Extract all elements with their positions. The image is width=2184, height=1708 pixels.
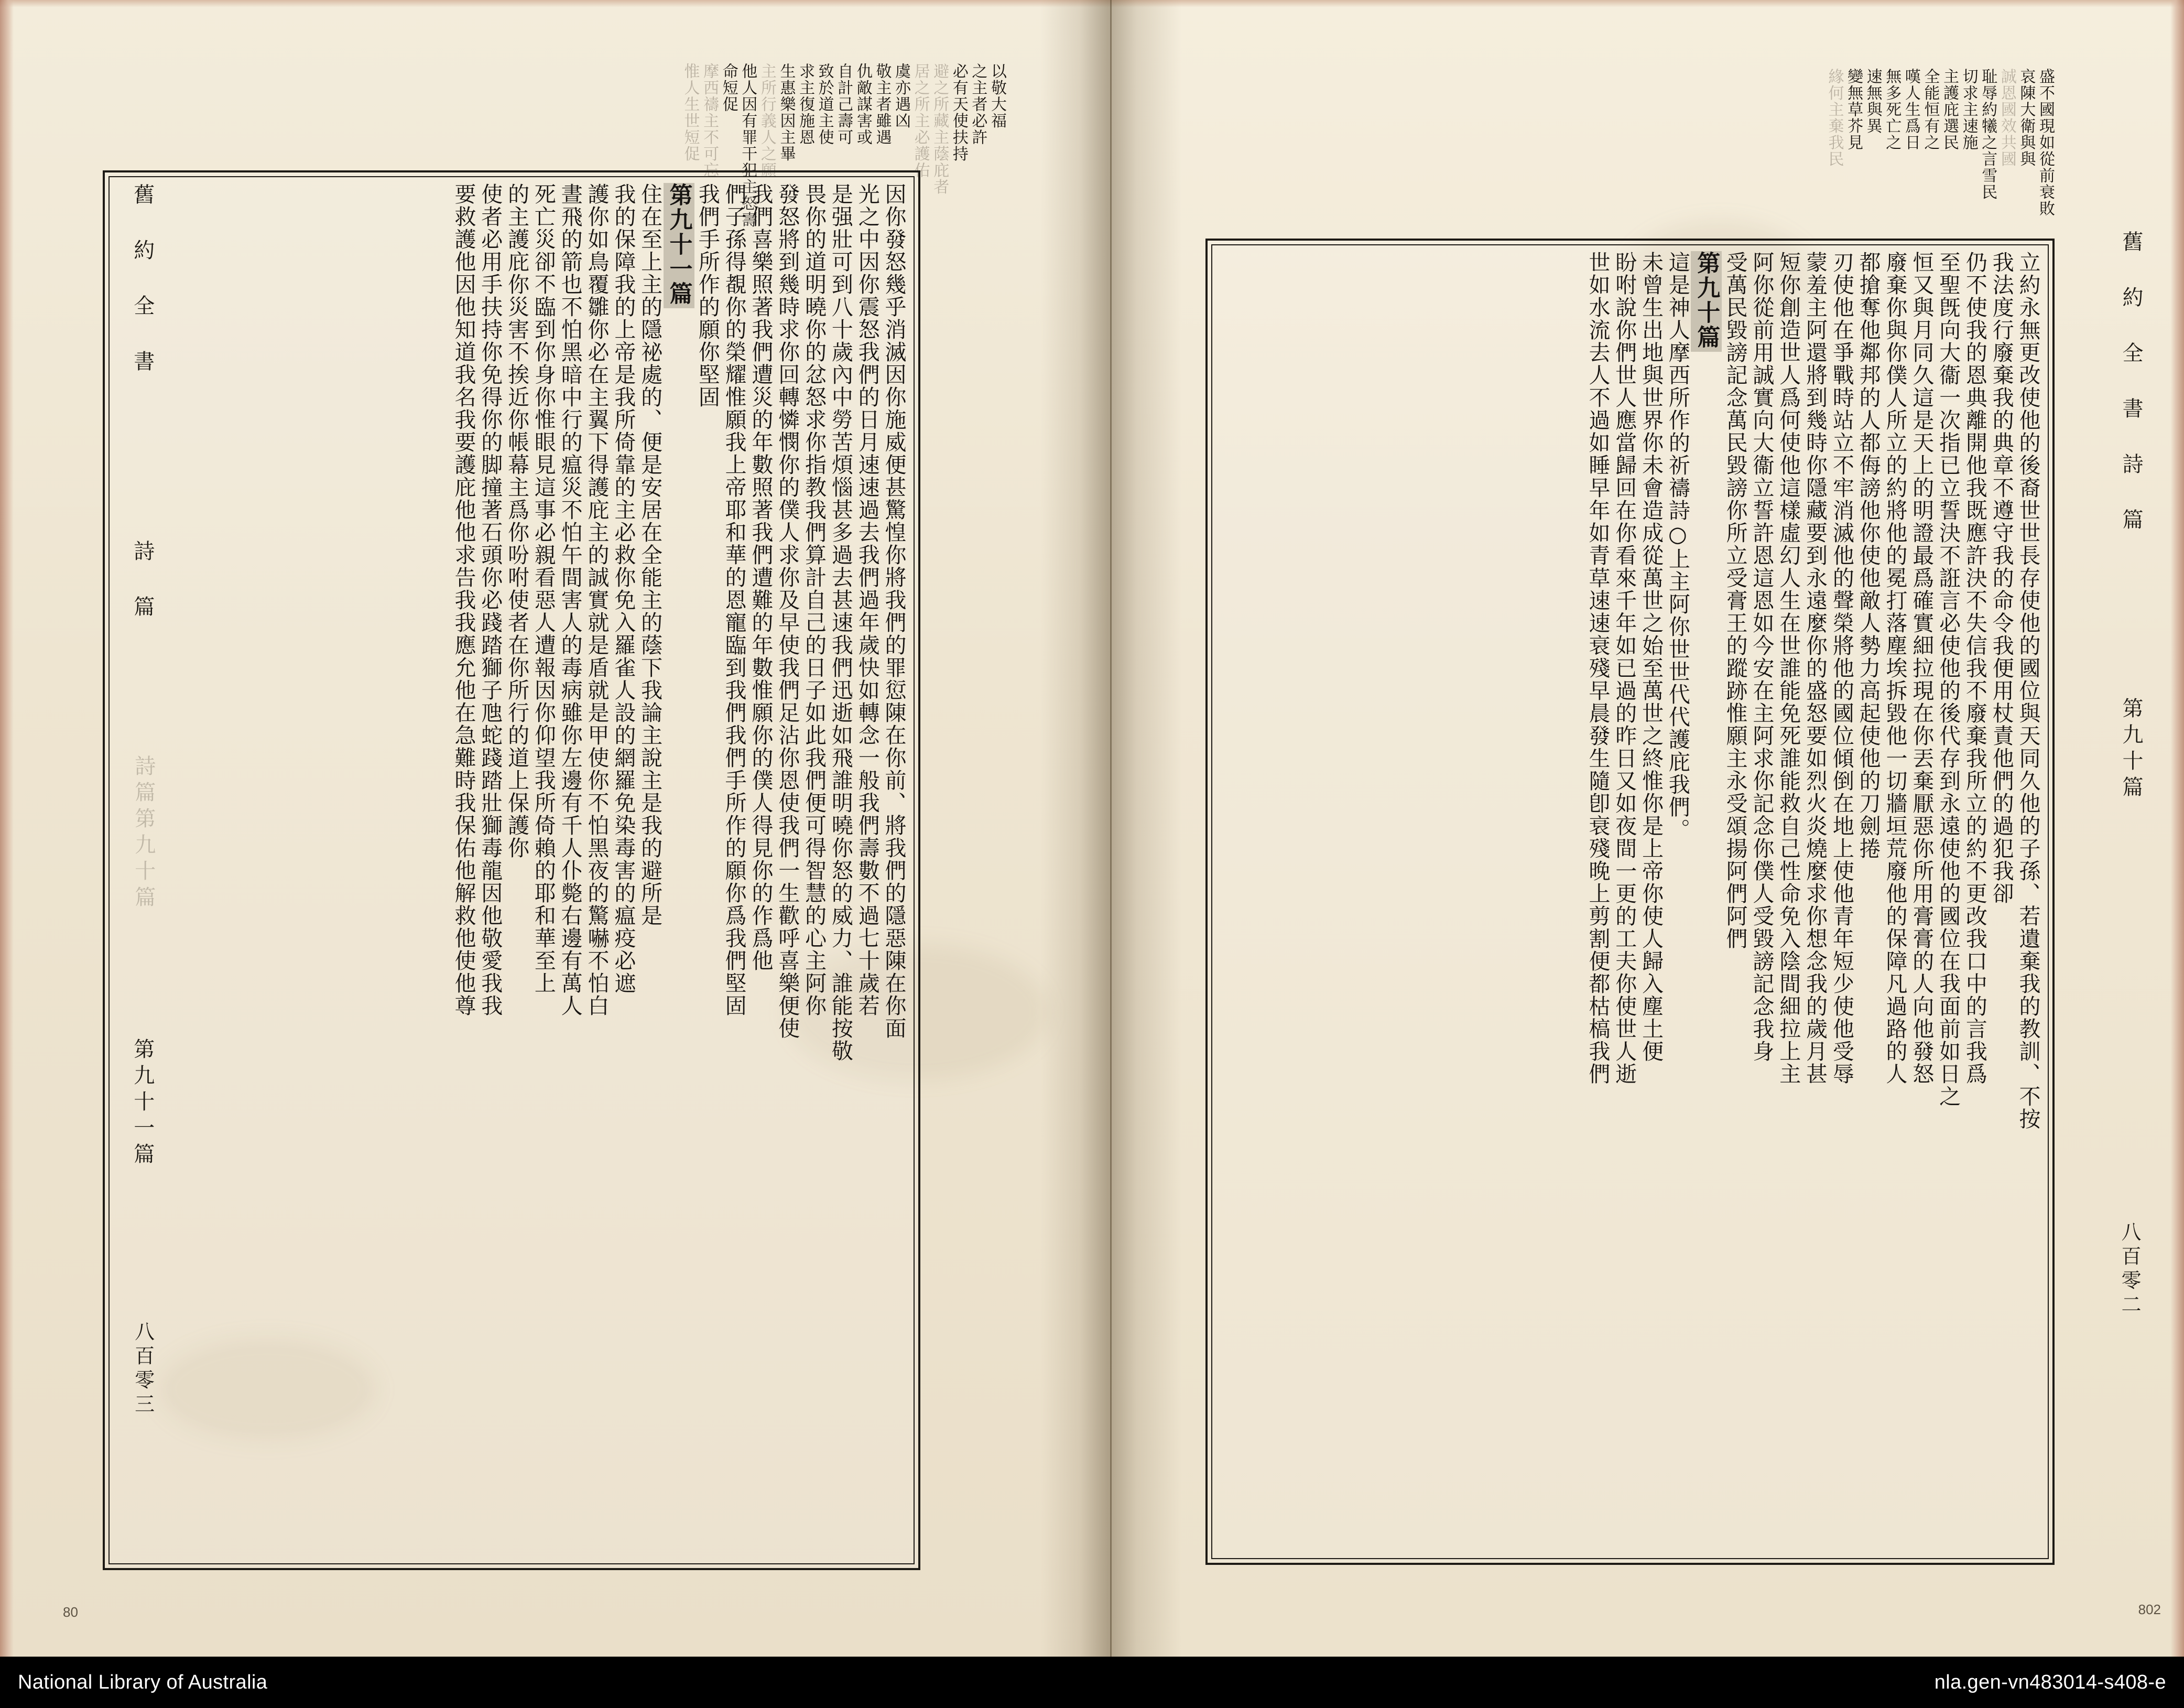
left-page-number: 八百零三 <box>131 1321 155 1418</box>
marginal-note-column: 居之所主必護佑 <box>911 63 930 179</box>
scan-footer-bar <box>0 1657 2184 1708</box>
body-text-column: 畏你的道明曉你的忿怒求你指教我們算計自己的日子如此我們便可得智慧的心主阿你 <box>801 183 827 1017</box>
left-page-book-label: 舊 約 全 書 <box>130 183 155 376</box>
marginal-note-column: 嘆人生爲日 <box>1902 68 1920 151</box>
page-left-edge <box>0 0 14 1657</box>
marginalia-right-page <box>1195 68 2055 241</box>
book-spine-line <box>1110 0 1112 1657</box>
body-text-column: 護你如鳥覆雛你必在主翼下得護庇主的誠實就是盾就是甲使你不怕黑夜的驚嚇不怕白 <box>584 183 610 1017</box>
right-page-corner-number: 802 <box>2138 1602 2161 1617</box>
marginal-note-column: 之主者必許 <box>969 63 987 146</box>
chapter-heading-column: 第九十一篇 <box>665 183 692 306</box>
text-frame-right-page <box>1205 239 2055 1565</box>
body-text-column: 我們手所作的願你堅固 <box>694 183 720 408</box>
body-text-column: 這是神人摩西所作的祈禱詩○上主阿你世世代代護庇我們。 <box>1665 251 1690 841</box>
left-page-corner-number: 80 <box>63 1604 78 1620</box>
body-text-column: 我們喜樂照著我們遭災的年數照著我們遭難的年數惟願你的僕人得見你的作爲他 <box>748 183 774 972</box>
body-text-column: 蒙羞主阿還將到幾時你隱藏要到永遠麼你的盛怒要如烈火炎燒麼求你想念我的歲月甚 <box>1802 251 1828 1085</box>
marginal-note-column: 緣何主棄我民 <box>1825 68 1844 167</box>
body-text-column: 們子孫得覩你的榮耀惟願我上帝耶和華的恩寵臨到我們我們手所作的願你爲我們堅固 <box>721 183 747 1017</box>
marginal-note-column: 他人因有罪干犯主怒壽 <box>738 63 757 228</box>
marginal-note-column: 無多死亡之 <box>1883 68 1902 151</box>
body-text-column: 光之中因你震怒我們的日月速速過去我們過年歲快如轉念一般我們壽數不過七十歲若 <box>854 183 880 1017</box>
marginal-note-column: 虞亦遇凶 <box>892 63 911 129</box>
body-text-column: 死亡災卻不臨到你身你惟眼見這事必親看惡人遭報因你仰望我所倚賴的耶和華至上 <box>530 183 556 994</box>
marginal-note-column: 全能恒有之 <box>1921 68 1940 151</box>
body-text-column: 是强壯可到八十歲內中勞苦煩惱甚多過去甚速我們迅逝如飛誰明曉你怒的威力、誰能按敬 <box>828 183 853 1062</box>
marginal-note-column: 主護庇選民 <box>1940 68 1959 151</box>
body-text-column: 立約永無更改使他的後裔世世長存使他的國位與天同久他的子孫、若遺棄我的教訓、不按 <box>2015 251 2041 1130</box>
marginal-note-column: 命短促 <box>719 63 738 113</box>
marginal-note-column: 摩西禱主不可忘 <box>700 63 719 179</box>
marginal-note-column: 求主復施恩 <box>796 63 815 146</box>
marginal-note-column: 耻辱約犧之言雪民 <box>1979 68 1997 200</box>
body-text-column: 仍不使我的恩典離開他我既應許決不失信我不廢棄我所立的約不更改我口中的言我爲 <box>1962 251 1987 1085</box>
body-text-column: 未曾生出地與世界你未會造成從萬世之始至萬世之終惟你是上帝你使人歸入塵土便 <box>1638 251 1664 1063</box>
marginal-note-column: 主所行義人之願 <box>757 63 776 179</box>
marginal-note-column: 以敬大福 <box>988 63 1006 129</box>
body-text-column: 我法度行廢棄我的典章不遵守我的命令我便用杖責他們的過犯我卻 <box>1989 251 2014 905</box>
right-page-header-label: 舊 約 全 書 詩 篇 <box>2119 231 2143 535</box>
body-text-column: 發怒將到幾時求你回轉憐憫你的僕人求你及早使我們足沾你恩使我們一生歡呼喜樂便使 <box>775 183 800 1040</box>
body-text-column: 恒又與月同久這是天上的明證最爲確實細拉現在你丟棄厭惡你所用膏膏的人向他發怒 <box>1909 251 1935 1085</box>
marginal-note-column: 哀陳大衛與與 <box>2017 68 2036 167</box>
chapter-heading-column: 第九十篇 <box>1693 251 1720 350</box>
body-text-column: 都搶奪他鄰邦的人都侮謗他你使他敵人勢力高起使他的刀劍捲 <box>1855 251 1881 860</box>
marginal-note-column: 敬主者雖遇 <box>873 63 892 146</box>
marginal-note-column: 切求主速施 <box>1959 68 1978 151</box>
marginal-note-column: 惟人生世短促 <box>681 63 700 162</box>
body-text-column: 至聖旣向大衞一次指已立誓決不誑言必使他的後代存到永遠使他的國位在我面前如日之 <box>1936 251 1961 1108</box>
right-page-number: 八百零二 <box>2118 1221 2141 1318</box>
text-frame-left-page <box>103 170 920 1570</box>
marginal-note-column: 生惠樂因主畢 <box>777 63 796 162</box>
page-right-edge <box>2170 0 2184 1657</box>
body-text-column: 刃使他在爭戰時站立不牢消滅他的聲榮將他的國位傾倒在地上使他青年短少使他受辱 <box>1829 251 1854 1085</box>
body-text-column: 我的保障我的上帝是我所倚靠的主必救你免入羅雀人設的網羅免染毒害的瘟疫必遮 <box>611 183 636 994</box>
marginal-note-column: 變無草芥見 <box>1844 68 1863 151</box>
body-text-column: 住在至上主的隱祕處的、便是安居在全能主的蔭下我論主說主是我的避所是 <box>637 183 663 927</box>
body-text-column: 要救護他因他知道我名我要護庇他他求告我我應允他在急難時我保佑他解救他使他尊 <box>451 183 476 1017</box>
body-text-column: 短你創造世人爲何使他這樣虛幻人生在世誰能免死誰能救自己性命免入陰間細拉上主 <box>1776 251 1801 1085</box>
body-text-column: 世如水流去人不過如睡早年如青草速速衰殘早晨發生隨卽衰殘晚上剪割便都枯槁我們 <box>1585 251 1611 1085</box>
right-page-chapter-label: 第九十篇 <box>2119 697 2143 802</box>
body-text-column: 盼咐說你們世人應當歸回在你看來千年如已過的昨日又如夜間一更的工夫你使世人逝 <box>1612 251 1637 1085</box>
marginal-note-column: 盛不國現如從前衰敗 <box>2036 68 2055 217</box>
body-text-column: 阿你從前用誠實向大衞立誓許恩這恩如今安在主阿求你記念你僕人受毀謗記念我身 <box>1749 251 1775 1063</box>
library-attribution: National Library of Australia <box>18 1671 268 1693</box>
body-text-column: 因你發怒幾乎消滅因你施威便甚驚惶你將我們的罪愆陳在你前、將我們的隱惡陳在你面 <box>881 183 907 1040</box>
left-page-chapter-label: 第九十一篇 <box>130 1038 155 1169</box>
left-page-ghost-label: 詩篇第九十篇 <box>131 755 156 912</box>
marginal-note-column: 速無與異 <box>1863 68 1882 134</box>
left-page-section-label: 詩 篇 <box>130 540 155 622</box>
body-text-column: 使者必用手扶持你免得你的脚撞著石頭你必踐踏獅子虺蛇踐踏壯獅毒龍因他敬愛我我 <box>477 183 503 1017</box>
marginal-note-column: 誠恩國效共國 <box>1997 68 2016 167</box>
marginal-note-column: 避之所藏主蔭庇者 <box>930 63 949 195</box>
marginal-note-column: 致於道主使 <box>815 63 834 146</box>
body-text-column: 受萬民毀謗記念萬民毀謗你所立受膏王的蹤跡惟願主永受頌揚阿們阿們 <box>1722 251 1748 950</box>
marginal-note-column: 必有天使扶持 <box>949 63 968 162</box>
body-text-column: 的主護庇你災害不挨近你帳幕主爲你吩咐使者在你所行的道上保護你 <box>504 183 530 859</box>
marginal-note-column: 自計己壽可 <box>834 63 853 146</box>
marginal-note-column: 仇敵謀害或 <box>853 63 872 146</box>
scan-identifier: nla.gen-vn483014-s408-e <box>1934 1671 2166 1693</box>
body-text-column: 晝飛的箭也不怕黑暗中行的瘟災不怕午間害人的毒病雖你左邊有千人仆斃右邊有萬人 <box>557 183 583 1017</box>
body-text-column: 廢棄你與你僕人所立的約將他的冕打落塵埃拆毀他一切牆垣荒廢他的保障凡過路的人 <box>1882 251 1908 1085</box>
